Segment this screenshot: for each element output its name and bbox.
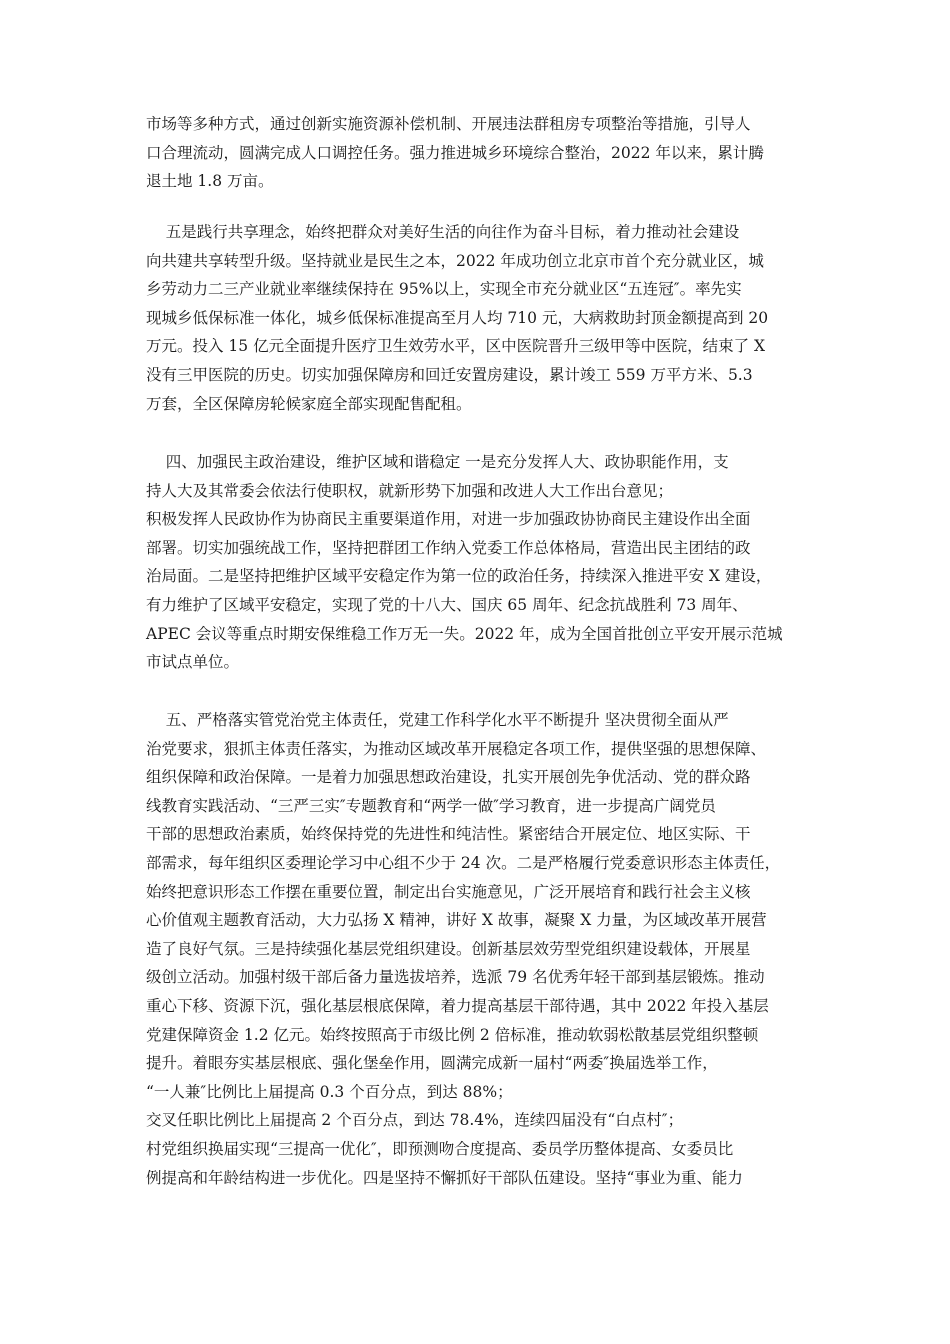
text-line: 组织保障和政治保障。一是着力加强思想政治建设，扎实开展创先争优活动、党的群众路 bbox=[146, 768, 751, 787]
text-line: 现城乡低保标准一体化，城乡低保标准提高至月人均 710 元，大病救助封顶金额提高到 20 bbox=[146, 308, 769, 327]
text-line: 干部的思想政治素质，始终保持党的先进性和纯洁性。紧密结合开展定位、地区实际、干 bbox=[146, 825, 751, 844]
text-line: 退土地 1.8 万亩。 bbox=[146, 172, 274, 191]
text-line: 线教育实践活动、“三严三实″专题教育和“两学一做″学习教育，进一步提高广阔党员 bbox=[146, 796, 716, 815]
text-line: APEC 会议等重点时期安保维稳工作万无一失。2022 年，成为全国首批创立平安开展示范城 bbox=[146, 624, 783, 643]
text-line: 提升。着眼夯实基层根底、强化堡垒作用，圆满完成新一届村“两委″换届选举工作， bbox=[146, 1054, 718, 1073]
text-line: 五是践行共享理念，始终把群众对美好生活的向往作为奋斗目标，着力推动社会建设 bbox=[146, 223, 740, 241]
text-line: 市场等多种方式，通过创新实施资源补偿机制、开展违法群租房专项整治等措施，引导人 bbox=[146, 115, 751, 133]
text-line: 部需求，每年组织区委理论学习中心组不少于 24 次。二是严格履行党委意识形态主体责任， bbox=[146, 853, 781, 872]
paragraph-party-governance bbox=[146, 706, 816, 1192]
text-line: 向共建共享转型升级。坚持就业是民生之本，2022 年成功创立北京市首个充分就业区，城 bbox=[146, 251, 764, 270]
text-line: 始终把意识形态工作摆在重要位置，制定出台实施意见，广泛开展培育和践行社会主义核 bbox=[146, 882, 751, 901]
text-line: 村党组织换届实现“三提高一优化″，即预测吻合度提高、委员学历整体提高、女委员比 bbox=[146, 1139, 734, 1158]
text-line: 级创立活动。加强村级干部后备力量选拔培养，选派 79 名优秀年轻干部到基层锻炼。推动 bbox=[146, 968, 765, 987]
text-line: 部署。切实加强统战工作，坚持把群团工作纳入党委工作总体格局，营造出民主团结的政 bbox=[146, 538, 751, 557]
text-line: 心价值观主题教育活动，大力弘扬 X 精神，讲好 X 故事，凝聚 X 力量，为区域改革开展营 bbox=[146, 911, 767, 930]
text-line: 万元。投入 15 亿元全面提升医疗卫生效劳水平，区中医院晋升三级甲等中医院，结束了 X bbox=[146, 337, 766, 356]
text-line: 治局面。二是坚持把维护区域平安稳定作为第一位的政治任务，持续深入推进平安 X 建设， bbox=[146, 567, 772, 586]
paragraph-democratic-politics bbox=[146, 448, 816, 677]
text-line: 造了良好气氛。三是持续强化基层党组织建设。创新基层效劳型党组织建设载体，开展星 bbox=[146, 939, 751, 958]
text-line: 例提高和年龄结构进一步优化。四是坚持不懈抓好干部队伍建设。坚持“事业为重、能力 bbox=[146, 1168, 743, 1187]
text-line: 党建保障资金 1.2 亿元。始终按照高于市级比例 2 倍标准，推动软弱松散基层党组织整顿 bbox=[146, 1025, 759, 1044]
text-line: 有力维护了区域平安稳定，实现了党的十八大、国庆 65 周年、纪念抗战胜利 73 周年、 bbox=[146, 595, 748, 614]
text-line: “一人兼″比例比上届提高 0.3 个百分点，到达 88%； bbox=[146, 1082, 513, 1101]
text-line: 五、严格落实管党治党主体责任，党建工作科学化水平不断提升 坚决贯彻全面从严 bbox=[146, 711, 729, 729]
text-line: 四、加强民主政治建设，维护区域和谐稳定 一是充分发挥人大、政协职能作用，支 bbox=[146, 453, 729, 471]
text-line: 交叉任职比例比上届提高 2 个百分点，到达 78.4%，连续四届没有“白点村″； bbox=[146, 1111, 684, 1130]
text-line: 乡劳动力二三产业就业率继续保持在 95%以上，实现全市充分就业区“五连冠″。率先实 bbox=[146, 280, 742, 299]
text-line: 万套，全区保障房轮候家庭全部实现配售配租。 bbox=[146, 394, 472, 413]
text-line: 积极发挥人民政协作为协商民主重要渠道作用，对进一步加强政协协商民主建设作出全面 bbox=[146, 510, 751, 529]
text-line: 治党要求，狠抓主体责任落实，为推动区域改革开展稳定各项工作，提供坚强的思想保障、 bbox=[146, 739, 767, 758]
paragraph-shared-development bbox=[146, 218, 816, 418]
text-line: 没有三甲医院的历史。切实加强保障房和回迁安置房建设，累计竣工 559 万平方米、5.3 bbox=[146, 365, 753, 384]
paragraph-population-control bbox=[146, 110, 816, 196]
text-line: 市试点单位。 bbox=[146, 653, 240, 672]
text-line: 持人大及其常委会依法行使职权，就新形势下加强和改进人大工作出台意见； bbox=[146, 481, 674, 500]
text-line: 口合理流动，圆满完成人口调控任务。强力推进城乡环境综合整治，2022 年以来，累计腾 bbox=[146, 143, 764, 162]
text-line: 重心下移、资源下沉，强化基层根底保障，着力提高基层干部待遇，其中 2022 年投入基层 bbox=[146, 996, 769, 1015]
